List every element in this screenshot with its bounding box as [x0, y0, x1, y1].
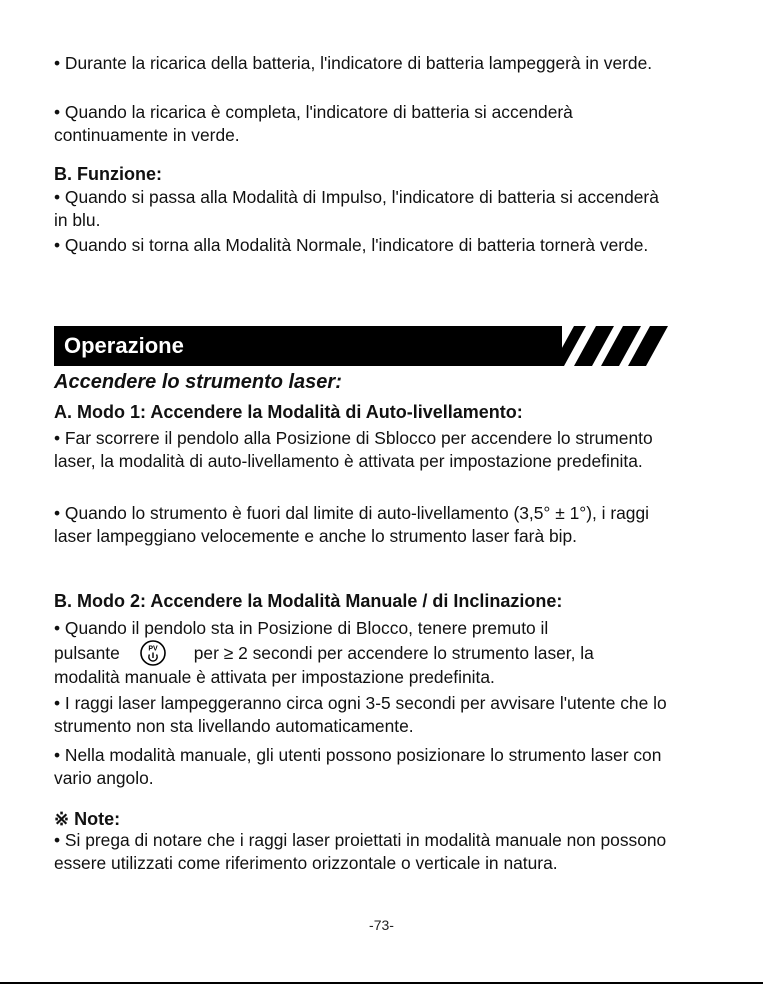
banner-title: Operazione	[64, 333, 184, 358]
page-number: -73-	[369, 917, 394, 933]
mode2-bullet-line3: modalità manuale è attivata per impostazione predefinita.	[54, 666, 495, 687]
mode2-bullet-flash: • I raggi laser lampeggeranno circa ogni 3-5 secondi per avvisare l'utente che lo strumento non sta livellando automaticamente.	[54, 693, 667, 736]
pulse-mode-bullet: • Quando si passa alla Modalità di Impulso, l'indicatore di batteria si accenderà in blu.	[54, 187, 659, 230]
mode1-heading: A. Modo 1: Accendere la Modalità di Auto-livellamento:	[54, 402, 523, 422]
mode2-heading: B. Modo 2: Accendere la Modalità Manuale / di Inclinazione:	[54, 591, 563, 611]
normal-mode-bullet: • Quando si torna alla Modalità Normale, l'indicatore di batteria tornerà verde.	[54, 235, 649, 255]
mode2-bullet-line1: • Quando il pendolo sta in Posizione di Blocco, tenere premuto il	[54, 618, 549, 638]
mode1-bullet-unlock: • Far scorrere il pendolo alla Posizione di Sblocco per accendere lo strumento laser, la modalità di auto-livellamento è attivata per impostazione predefinita.	[54, 428, 653, 471]
mode2-bullet-lock	[54, 617, 674, 688]
mode2-bullet-post: per ≥ 2 secondi per accendere lo strumento laser, la	[193, 642, 594, 663]
note-heading: ※ Note:	[54, 809, 121, 829]
mode2-bullet-pre: pulsante	[54, 642, 120, 663]
banner-stripes	[54, 326, 668, 366]
section-banner	[54, 326, 668, 366]
operation-subtitle: Accendere lo strumento laser:	[54, 371, 342, 393]
mode1-bullet-limit: • Quando lo strumento è fuori dal limite di auto-livellamento (3,5° ± 1°), i raggi laser lampeggiano velocemente e anche lo strumento laser farà bip.	[54, 503, 650, 546]
note-text: • Si prega di notare che i raggi laser proiettati in modalità manuale non possono essere utilizzati come riferimento orizzontale o verticale in natura.	[54, 830, 667, 873]
svg-text:PV: PV	[148, 645, 158, 653]
function-heading: B. Funzione:	[54, 164, 162, 184]
battery-charging-bullet: • Durante la ricarica della batteria, l'indicatore di batteria lampeggerà in verde.	[54, 53, 653, 73]
pv-power-button-icon	[140, 640, 166, 666]
mode2-bullet-angle: • Nella modalità manuale, gli utenti possono posizionare lo strumento laser con vario angolo.	[54, 745, 662, 788]
battery-charged-bullet: • Quando la ricarica è completa, l'indicatore di batteria si accenderà continuamente in verde.	[54, 102, 573, 145]
